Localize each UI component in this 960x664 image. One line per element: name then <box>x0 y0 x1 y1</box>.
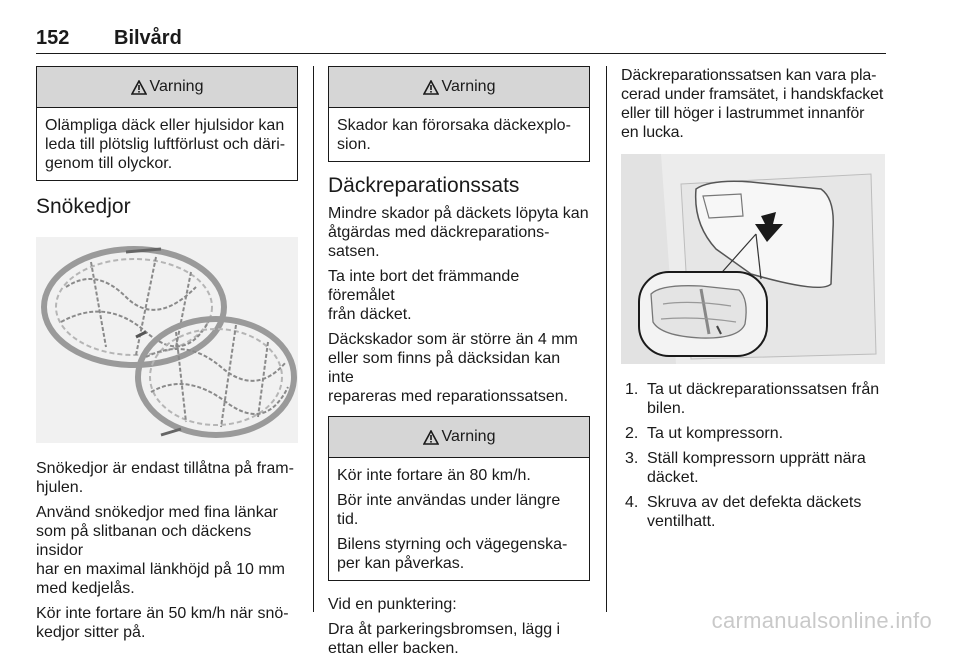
text-line: Olämpliga däck eller hjulsidor kan <box>45 117 285 134</box>
warning-header <box>329 417 589 458</box>
list-item <box>621 493 885 531</box>
watermark: carmanualsonline.info <box>711 608 932 633</box>
page-header <box>36 27 886 54</box>
warning-text <box>329 108 589 161</box>
paragraph <box>36 459 298 497</box>
warning-label: Varning <box>441 78 496 95</box>
text-line: Ställ kompressorn upprätt nära <box>647 450 866 467</box>
text-line: som på slitbanan och däckens insidor <box>36 523 252 559</box>
warning-box-tires <box>36 66 298 181</box>
text-line: Ta inte bort det främmande föremålet <box>328 268 520 304</box>
page-number: 152 <box>36 27 70 49</box>
snow-chains-icon <box>36 237 298 443</box>
text-line: Ta ut kompressorn. <box>647 425 784 442</box>
text-line: Bilens styrning och vägegenska- <box>337 536 568 553</box>
text-line: Ta ut däckreparationssatsen från <box>647 381 880 398</box>
snow-chains-illustration <box>36 237 298 443</box>
paragraph <box>328 204 590 261</box>
text-line: en lucka. <box>621 124 684 141</box>
text-line: åtgärdas med däckreparations- <box>328 224 550 241</box>
text-line: genom till olyckor. <box>45 155 173 172</box>
paragraph <box>621 66 885 142</box>
paragraph <box>36 503 298 598</box>
section-heading-snokedjor: Snökedjor <box>36 195 131 218</box>
warning-header <box>37 67 297 108</box>
text-line: bilen. <box>647 400 686 417</box>
steps-list <box>621 380 885 531</box>
column-divider-1 <box>313 66 314 612</box>
warning-paragraph <box>337 535 581 573</box>
text-line: leda till plötslig luftförlust och däri- <box>45 136 286 153</box>
text-line: Använd snökedjor med fina länkar <box>36 504 278 521</box>
step-number: 3. <box>625 450 639 467</box>
column-1 <box>36 66 298 648</box>
warning-header <box>329 67 589 108</box>
text-line: Mindre skador på däckets löpyta kan <box>328 205 589 222</box>
paragraph <box>328 620 590 658</box>
paragraph <box>36 604 298 642</box>
warning-triangle-icon <box>423 430 439 445</box>
text-line: eller som finns på däcksidan kan inte <box>328 350 561 386</box>
text-line: har en maximal länkhöjd på 10 mm <box>36 561 286 578</box>
text-line: Snökedjor är endast tillåtna på fram- <box>36 460 294 477</box>
repair-kit-compartment-icon <box>621 154 885 364</box>
list-item <box>621 424 885 443</box>
warning-label: Varning <box>149 78 204 95</box>
column-3 <box>621 66 885 537</box>
warning-label: Varning <box>441 428 496 445</box>
text-line: Skador kan förorsaka däckexplo- <box>337 117 571 134</box>
text-line: däcket. <box>647 469 699 486</box>
text-line: Skruva av det defekta däckets <box>647 494 862 511</box>
warning-text <box>37 108 297 180</box>
text-line: kedjor sitter på. <box>36 624 146 641</box>
text-line: eller till höger i lastrummet innanför <box>621 105 865 122</box>
list-item <box>621 449 885 487</box>
repair-kit-location-illustration <box>621 154 885 364</box>
step-number: 4. <box>625 494 639 511</box>
text-line: Bör inte användas under längre <box>337 492 561 509</box>
column-divider-2 <box>606 66 607 612</box>
text-line: per kan påverkas. <box>337 555 465 572</box>
warning-paragraph <box>337 491 581 529</box>
warning-paragraph: Kör inte fortare än 80 km/h. <box>337 467 531 484</box>
warning-box-speed <box>328 416 590 581</box>
list-item <box>621 380 885 418</box>
text-line: Dra åt parkeringsbromsen, lägg i <box>328 621 561 638</box>
paragraph <box>328 267 590 324</box>
text-line: ventilhatt. <box>647 513 716 530</box>
warning-triangle-icon <box>131 80 147 95</box>
text-line: sion. <box>337 136 371 153</box>
text-line: från däcket. <box>328 306 412 323</box>
paragraph <box>328 330 590 406</box>
text-line: repareras med reparationssatsen. <box>328 388 569 405</box>
warning-text <box>329 458 589 580</box>
warning-box-explosion <box>328 66 590 162</box>
paragraph: Vid en punktering: <box>328 596 457 613</box>
warning-triangle-icon <box>423 80 439 95</box>
text-line: satsen. <box>328 243 380 260</box>
text-line: Däckskador som är större än 4 mm <box>328 331 578 348</box>
text-line: ettan eller backen. <box>328 640 459 657</box>
column-2 <box>328 66 590 664</box>
text-line: cerad under framsätet, i handskfacket <box>621 86 884 103</box>
step-number: 2. <box>625 425 639 442</box>
chapter-title: Bilvård <box>114 27 182 49</box>
section-heading-dackreparationssats: Däckreparationssats <box>328 174 520 197</box>
text-line: med kedjelås. <box>36 580 135 597</box>
text-line: Däckreparationssatsen kan vara pla- <box>621 67 877 84</box>
text-line: tid. <box>337 511 359 528</box>
text-line: Kör inte fortare än 50 km/h när snö- <box>36 605 289 622</box>
step-number: 1. <box>625 381 639 398</box>
text-line: hjulen. <box>36 479 84 496</box>
